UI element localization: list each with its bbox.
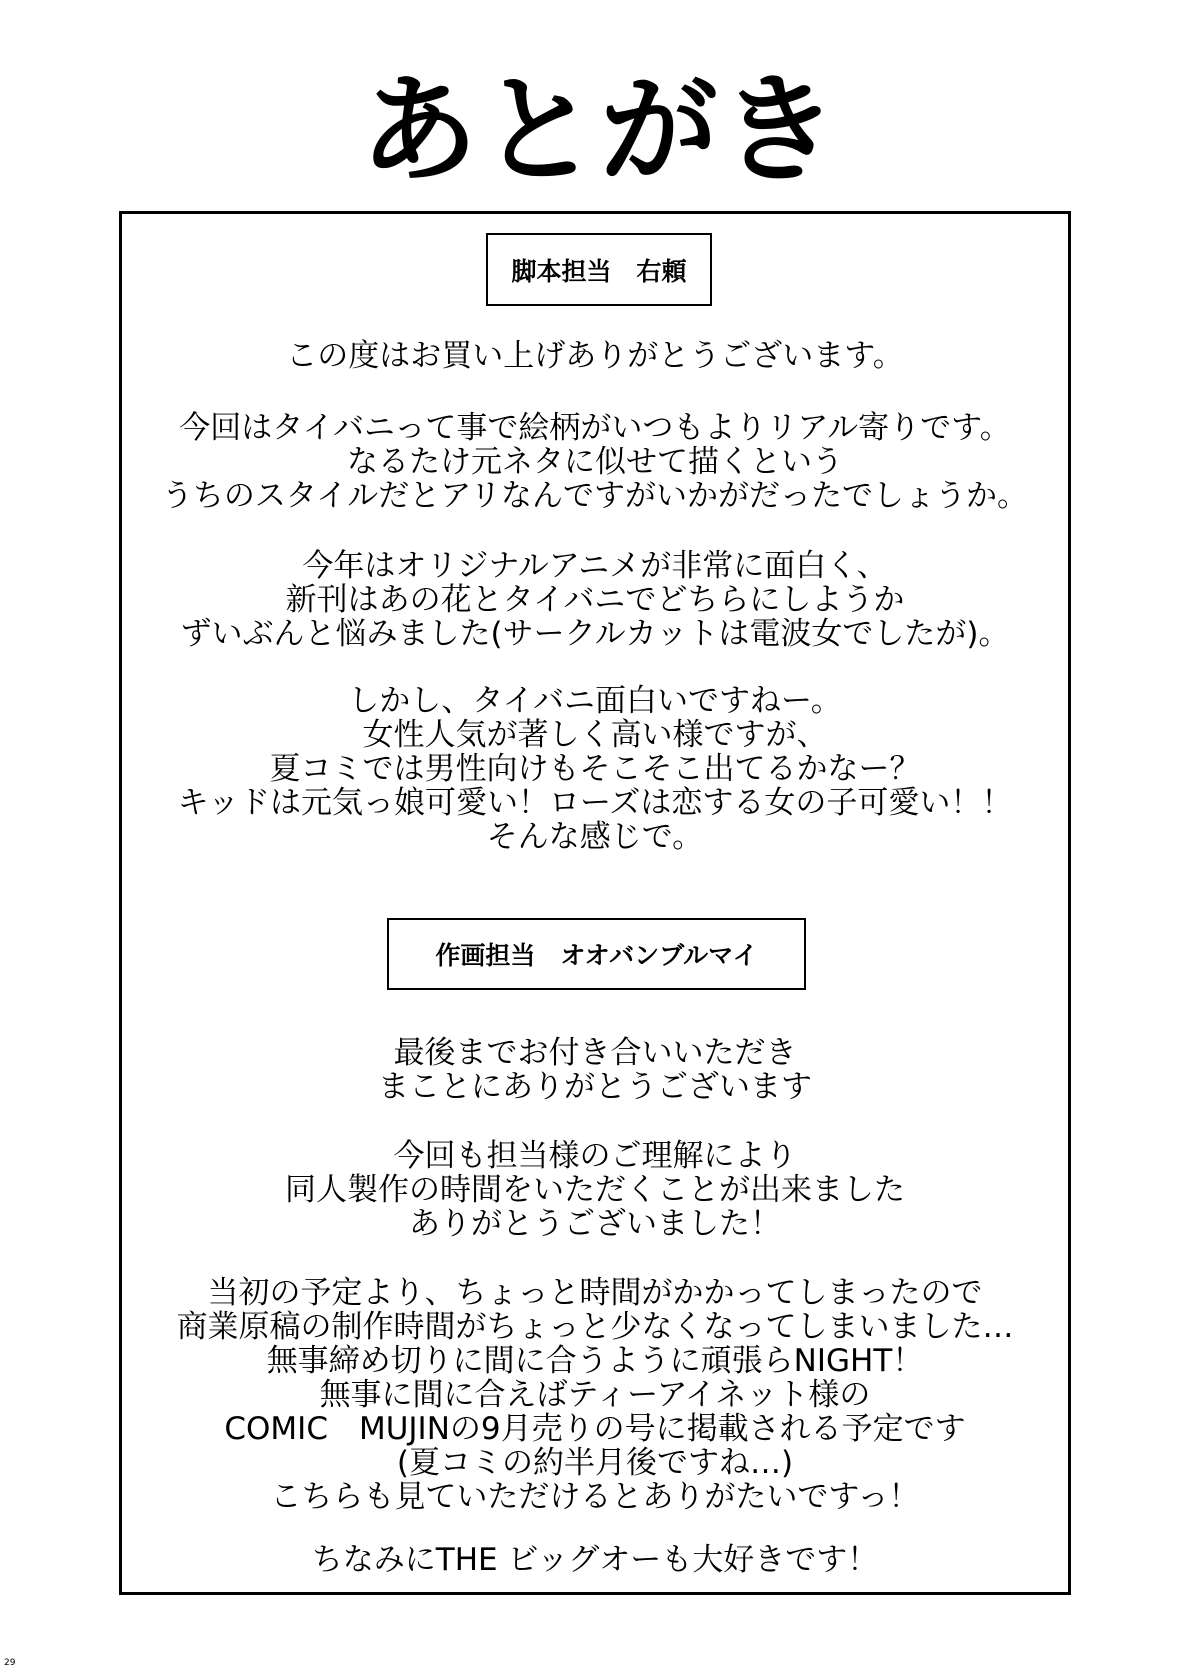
text-line: 新刊はあの花とタイバニでどちらにしようか: [285, 582, 905, 618]
text-line: 当初の予定より、ちょっと時間がかかってしまったので: [207, 1275, 983, 1311]
text-line: ずいぶんと悩みました(サークルカットは電波女でしたが)。: [180, 616, 1010, 652]
art-paragraph-3: [122, 1276, 1068, 1514]
text-line: ありがとうございました！: [409, 1206, 781, 1242]
script-paragraph-4: [122, 684, 1068, 854]
text-line: 女性人気が著しく高い様ですが、: [362, 717, 828, 753]
script-writer-header: 脚本担当 右頼: [486, 233, 712, 306]
script-paragraph-3: [122, 549, 1068, 651]
text-line: 今回も担当様のご理解により: [393, 1138, 797, 1174]
text-line: こちらも見ていただけるとありがたいですっ！: [270, 1479, 920, 1515]
text-line: 今回はタイバニって事で絵柄がいつもよりリアル寄りです。: [179, 410, 1011, 446]
text-line: 無事に間に合えばティーアイネット様の: [319, 1377, 871, 1413]
text-line: 無事締め切りに間に合うように頑張らNIGHT！: [266, 1343, 924, 1379]
text-line: COMIC MUJINの9月売りの号に掲載される予定です: [224, 1411, 966, 1447]
text-line: キッドは元気っ娘可愛い！ローズは恋する女の子可愛い！！: [177, 785, 1013, 821]
script-paragraph-2: [122, 411, 1068, 513]
text-line: そんな感じで。: [486, 819, 704, 855]
art-paragraph-2: [122, 1139, 1068, 1241]
text-line: しかし、タイバニ面白いですねー。: [348, 683, 842, 719]
text-line: (夏コミの約半月後ですね…): [396, 1445, 794, 1481]
text-line: この度はお買い上げありがとうございます。: [286, 338, 904, 374]
text-line: 今年はオリジナルアニメが非常に面白く、: [302, 548, 888, 584]
art-paragraph-4: [122, 1543, 1068, 1577]
page-number: 29: [4, 1658, 16, 1668]
text-line: まことにありがとうございます: [378, 1069, 812, 1105]
text-line: 同人製作の時間をいただくことが出来ました: [285, 1172, 905, 1208]
script-paragraph-1: [122, 339, 1068, 373]
page-title: あとがき: [359, 61, 840, 199]
text-line: 夏コミでは男性向けもそこそこ出てるかなー？: [269, 751, 921, 787]
text-line: ちなみにTHE ビッグオーも大好きです！: [311, 1542, 879, 1578]
text-line: 最後までお付き合いいただき: [393, 1035, 797, 1071]
artist-header: 作画担当 オオバンブルマイ: [387, 918, 806, 990]
text-line: うちのスタイルだとアリなんですがいかがだったでしょうか。: [161, 478, 1029, 514]
text-line: 商業原稿の制作時間がちょっと少なくなってしまいました…: [176, 1309, 1014, 1345]
art-paragraph-1: [122, 1036, 1068, 1104]
text-line: なるたけ元ネタに似せて描くという: [347, 444, 843, 480]
